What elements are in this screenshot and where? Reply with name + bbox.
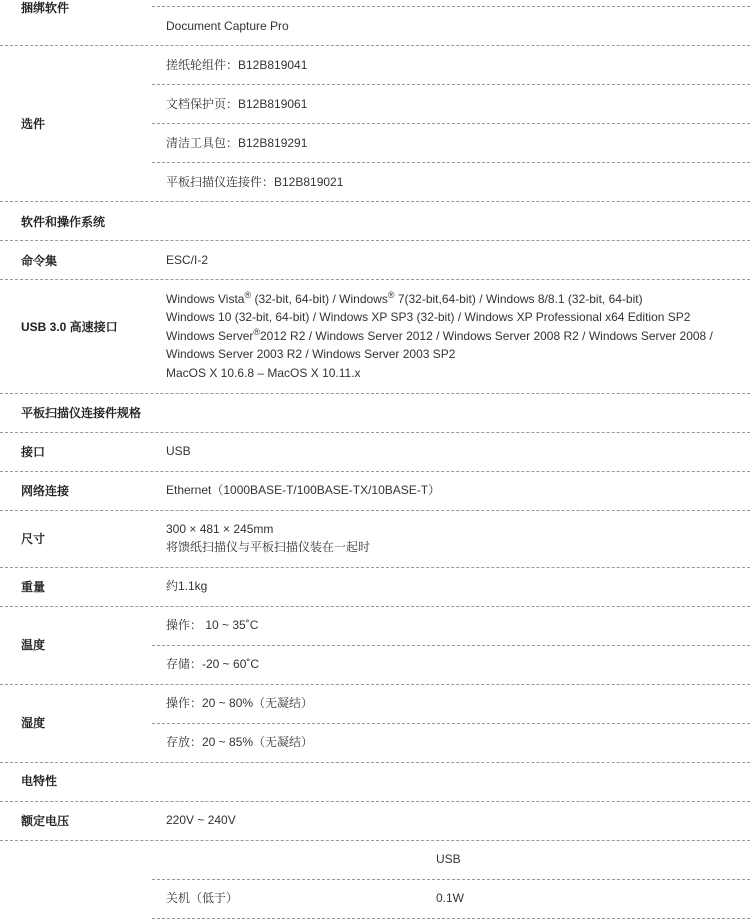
divider xyxy=(0,606,750,607)
divider xyxy=(0,471,750,472)
divider xyxy=(152,723,750,724)
divider xyxy=(0,567,750,568)
rated-voltage-value: 220V ~ 240V xyxy=(166,813,236,827)
weight-value: 约1.1kg xyxy=(166,579,208,593)
os-support-list xyxy=(166,290,713,382)
row-label-options: 选件 xyxy=(21,117,46,131)
row-label-interface: 接口 xyxy=(21,445,46,459)
divider xyxy=(152,918,750,919)
interface-value: USB xyxy=(166,444,191,458)
divider xyxy=(0,510,750,511)
divider xyxy=(152,879,750,880)
divider xyxy=(0,762,750,763)
power-off-value: 0.1W xyxy=(436,891,465,905)
row-label-weight: 重量 xyxy=(21,580,46,594)
divider xyxy=(152,123,750,124)
row-label-command-set: 命令集 xyxy=(21,254,58,268)
row-label-temperature: 温度 xyxy=(21,638,46,652)
command-set-value: ESC/I-2 xyxy=(166,253,209,267)
temperature-operating: 操作： 10 ~ 35˚C xyxy=(166,618,259,632)
section-heading-electrical: 电特性 xyxy=(21,774,58,788)
divider xyxy=(0,240,750,241)
section-heading-flatbed-spec: 平板扫描仪连接件规格 xyxy=(21,406,142,420)
bundled-software-value: Document Capture Pro xyxy=(166,19,289,33)
size-note: 将馈纸扫描仪与平板扫描仪装在一起时 xyxy=(166,540,371,554)
option-item: 清洁工具包：B12B819291 xyxy=(166,136,308,150)
divider xyxy=(0,393,750,394)
divider xyxy=(152,645,750,646)
row-label-network: 网络连接 xyxy=(21,484,70,498)
os-line: Windows Server®2012 R2 / Windows Server 2012 / Windows Server 2008 R2 / Windows Server 2008 / xyxy=(166,326,713,343)
row-label-humidity: 湿度 xyxy=(21,716,46,730)
power-off-label: 关机（低于） xyxy=(166,891,239,905)
row-label-size: 尺寸 xyxy=(21,532,46,546)
row-label-rated-voltage: 额定电压 xyxy=(21,814,70,828)
divider xyxy=(0,279,750,280)
option-item: 文档保护页：B12B819061 xyxy=(166,97,308,111)
divider xyxy=(0,684,750,685)
divider xyxy=(0,201,750,202)
power-column-header: USB xyxy=(436,852,461,866)
divider xyxy=(152,162,750,163)
divider xyxy=(152,6,750,7)
humidity-storage: 存放：20 ~ 85%（无凝结） xyxy=(166,735,314,749)
divider xyxy=(0,432,750,433)
divider xyxy=(0,45,750,46)
temperature-storage: 存储：-20 ~ 60˚C xyxy=(166,657,260,671)
size-dimensions: 300 × 481 × 245mm xyxy=(166,522,274,536)
os-line: Windows 10 (32-bit, 64-bit) / Windows XP SP3 (32-bit) / Windows XP Professional x64 Edition SP2 xyxy=(166,310,691,325)
row-label-bundled-software: 捆绑软件 xyxy=(21,1,70,15)
divider xyxy=(152,84,750,85)
os-line: Windows Server 2003 R2 / Windows Server 2003 SP2 xyxy=(166,347,456,362)
option-item: 搓纸轮组件：B12B819041 xyxy=(166,58,308,72)
humidity-operating: 操作：20 ~ 80%（无凝结） xyxy=(166,696,314,710)
divider xyxy=(0,801,750,802)
section-heading-software-os: 软件和操作系统 xyxy=(21,215,106,229)
network-value: Ethernet（1000BASE-T/100BASE-TX/10BASE-T） xyxy=(166,483,441,497)
row-label-usb: USB 3.0 高速接口 xyxy=(21,320,118,334)
option-item: 平板扫描仪连接件：B12B819021 xyxy=(166,175,344,189)
divider xyxy=(0,840,750,841)
os-line: MacOS X 10.6.8 – MacOS X 10.11.x xyxy=(166,365,361,380)
os-line: Windows Vista® (32-bit, 64-bit) / Windows® 7(32-bit,64-bit) / Windows 8/8.1 (32-bit, 64-bit) xyxy=(166,290,643,306)
